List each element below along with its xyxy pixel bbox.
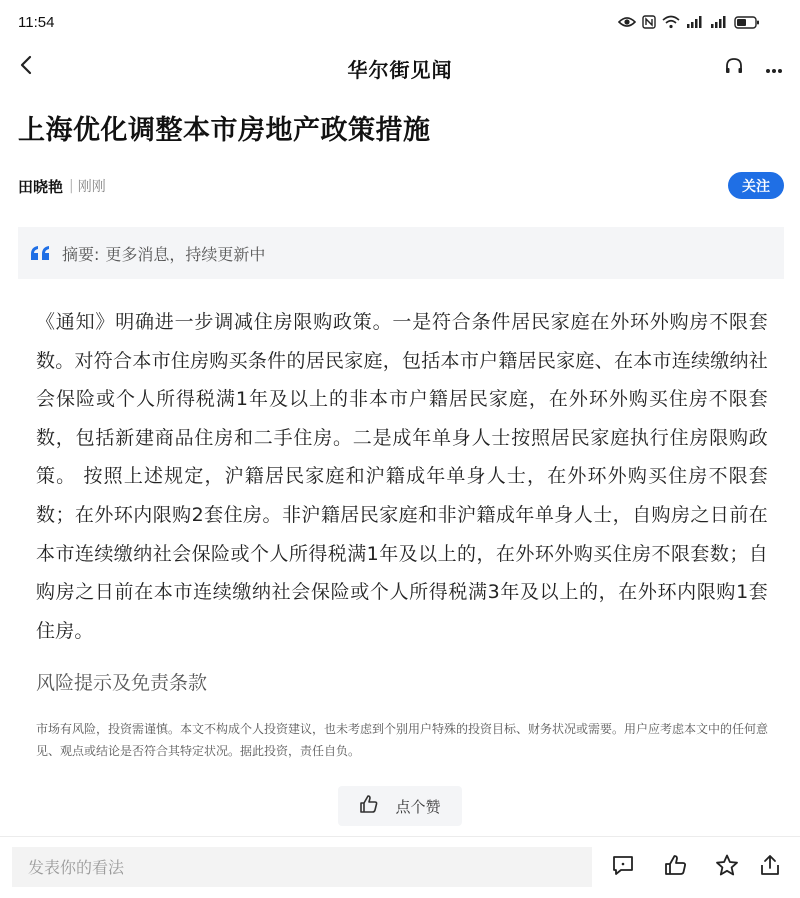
author-row bbox=[18, 172, 784, 200]
share-icon bbox=[759, 854, 781, 880]
like-label: 点个赞 bbox=[395, 797, 441, 816]
publish-time: 刚刚 bbox=[77, 179, 106, 195]
author-separator: | bbox=[69, 178, 74, 194]
headphones-icon bbox=[724, 57, 744, 79]
battery-icon bbox=[734, 16, 760, 29]
bottom-bar bbox=[0, 836, 800, 898]
comment-button[interactable] bbox=[608, 852, 638, 882]
star-icon bbox=[715, 854, 739, 881]
more-icon bbox=[765, 59, 783, 78]
quote-icon bbox=[30, 244, 54, 262]
like-button[interactable] bbox=[661, 852, 691, 882]
nfc-icon bbox=[642, 15, 656, 29]
status-bar bbox=[0, 0, 800, 44]
status-icons bbox=[618, 15, 760, 29]
comment-input[interactable] bbox=[12, 847, 592, 887]
status-time: 11:54 bbox=[18, 13, 55, 31]
wifi-icon bbox=[662, 15, 680, 29]
signal-icon bbox=[710, 16, 728, 28]
eye-icon bbox=[618, 16, 636, 28]
risk-text: 市场有风险，投资需谨慎。本文不构成个人投资建议，也未考虑到个别用户特殊的投资目标、财务状况或需要。用户应考虑本文中的任何意见、观点或结论是否符合其特定状况。据此投资，责任自负。 bbox=[36, 722, 769, 758]
risk-title: 风险提示及免责条款 bbox=[36, 672, 208, 694]
article-title: 上海优化调整本市房地产政策措施 bbox=[18, 115, 431, 146]
summary-label: 摘要: bbox=[62, 244, 100, 264]
more-button[interactable] bbox=[760, 54, 788, 82]
nav-bar bbox=[0, 44, 800, 90]
favorite-button[interactable] bbox=[712, 852, 742, 882]
author-name[interactable]: 田晓艳 bbox=[18, 177, 64, 196]
comment-icon bbox=[611, 854, 635, 880]
like-article-button[interactable] bbox=[338, 786, 462, 826]
like-icon bbox=[664, 854, 688, 880]
article-body: 《通知》明确进一步调减住房限购政策。一是符合条件居民家庭在外环外购房不限套数。对符合本市住房购买条件的居民家庭，包括本市户籍居民家庭、在本市连续缴纳社会保险或个人所得税满1年及以上的非本市户籍居民家庭，在外环外购买住房不限套数，包括新建商品住房和二手住房。二是成年单身人士按照居民家庭执行住房限购政策。 按照上述规定，沪籍居民家庭和沪籍成年单身人士，在外环外购买住房不限套数；在外环内限购2套住房。非沪籍居民家庭和非沪籍成年单身人士，自购房之日前在本市连续缴纳社会保险或个人所得税满1年及以上的，在外环外购买住房不限套数；自购房之日前在本市连续缴纳社会保险或个人所得税满3年及以上的，在外环内限购1套住房。 bbox=[36, 311, 768, 642]
follow-button[interactable]: 关注 bbox=[728, 172, 784, 199]
signal-icon bbox=[686, 16, 704, 28]
listen-button[interactable] bbox=[720, 54, 748, 82]
summary-text: 更多消息，持续更新中 bbox=[105, 244, 266, 264]
thumbs-up-icon bbox=[359, 794, 379, 818]
summary-box bbox=[18, 227, 784, 279]
share-button[interactable] bbox=[755, 852, 785, 882]
app-title: 华尔街见闻 bbox=[347, 58, 453, 82]
